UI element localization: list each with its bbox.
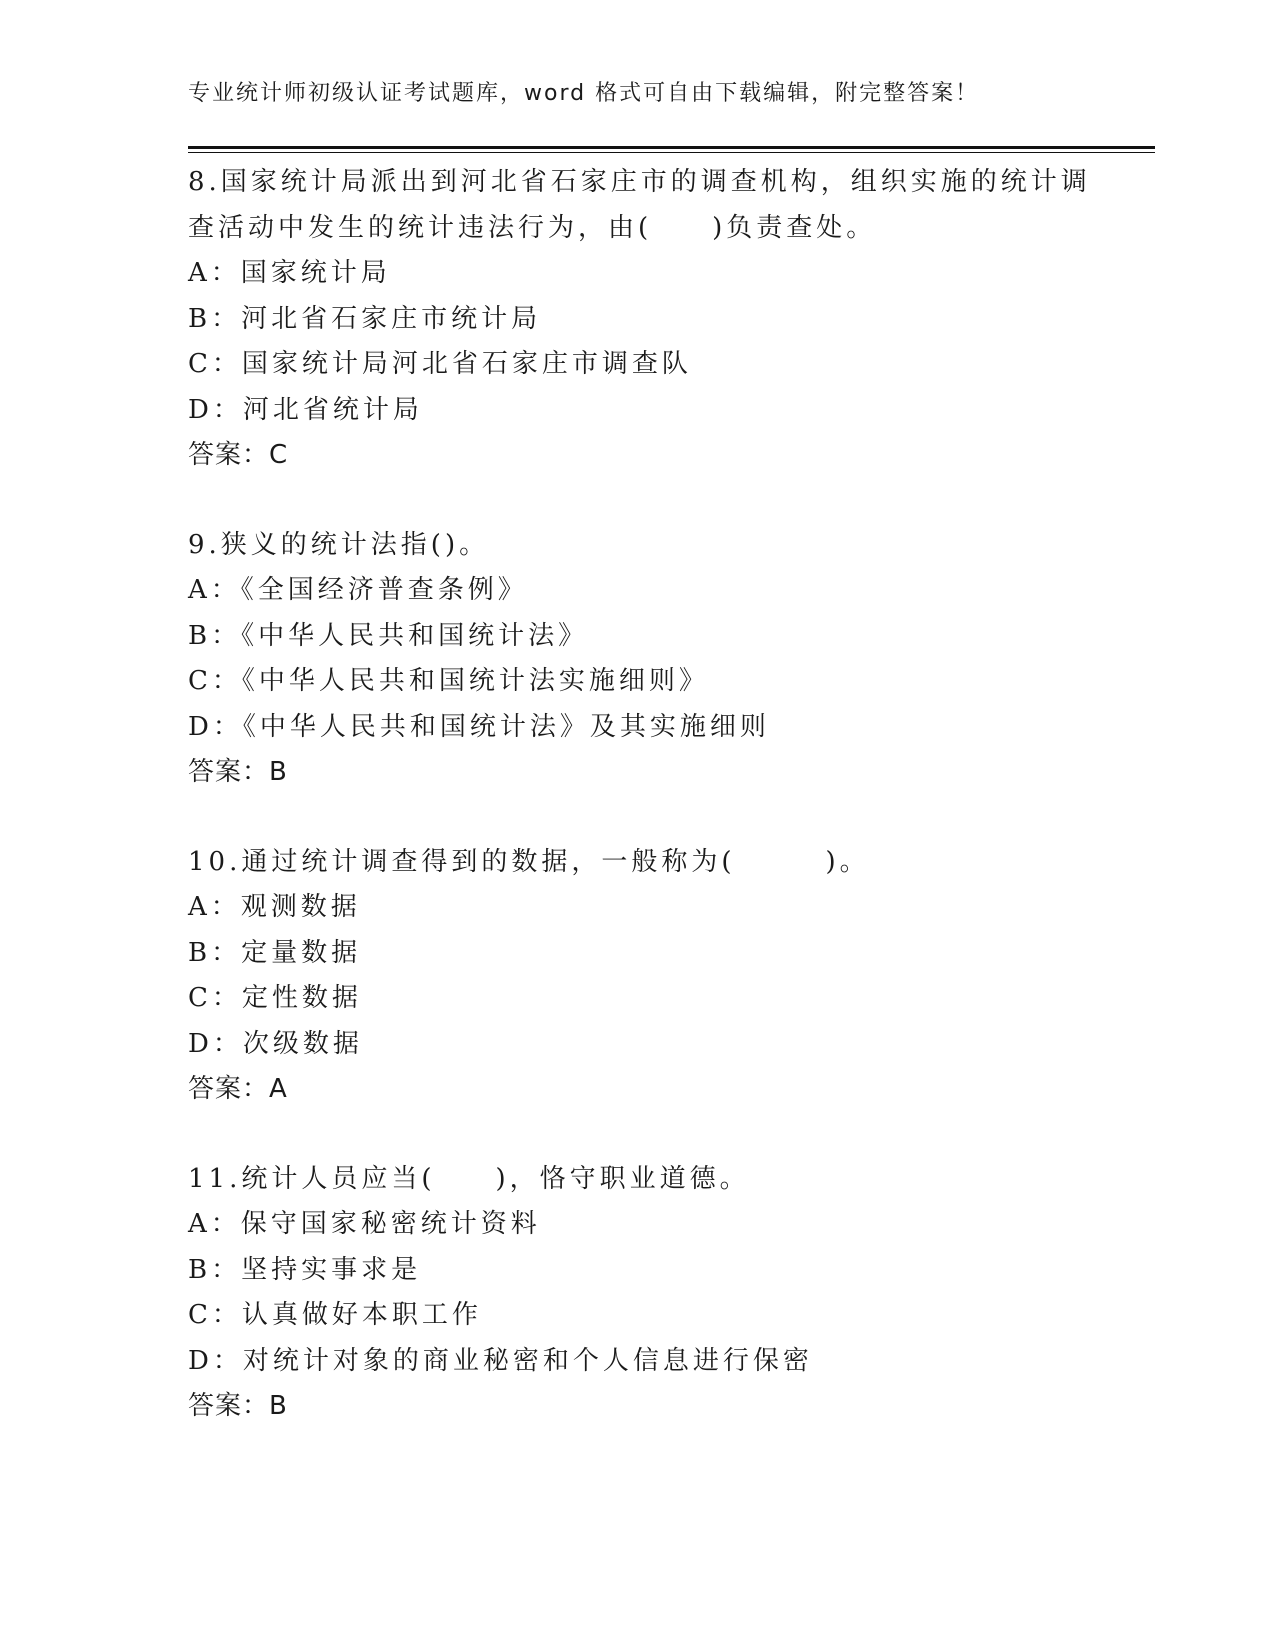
page-header: 专业统计师初级认证考试题库，word 格式可自由下载编辑，附完整答案！ xyxy=(188,81,980,106)
answer-line: 答案：A xyxy=(188,1074,288,1104)
question-stem xyxy=(188,523,1088,569)
option-a: A：保守国家秘密统计资料 xyxy=(188,1209,541,1239)
option-c: C：《中华人民共和国统计法实施细则》 xyxy=(188,666,709,696)
option-a: A：《全国经济普查条例》 xyxy=(188,575,528,605)
question-stem xyxy=(188,160,1091,251)
stem-line: 9.狭义的统计法指()。 xyxy=(188,529,490,560)
answer-line: 答案：B xyxy=(188,757,288,787)
question-stem xyxy=(188,840,1088,886)
option-b: B：河北省石家庄市统计局 xyxy=(188,303,542,334)
option-b: B：坚持实事求是 xyxy=(188,1254,422,1285)
stem-line: 8.国家统计局派出到河北省石家庄市的调查机构，组织实施的统计调 xyxy=(188,167,1091,197)
stem-line: 查活动中发生的统计违法行为，由( )负责查处。 xyxy=(188,212,877,243)
stem-line: 11.统计人员应当( )，恪守职业道德。 xyxy=(188,1163,750,1194)
option-c: C：定性数据 xyxy=(188,983,362,1013)
question-9 xyxy=(188,523,1088,796)
question-10 xyxy=(188,840,1088,1113)
question-stem xyxy=(188,1157,1088,1203)
option-b: B：定量数据 xyxy=(188,937,362,968)
header-rule-thick xyxy=(188,146,1155,149)
option-a: A：国家统计局 xyxy=(188,258,391,288)
option-d: D：次级数据 xyxy=(188,1028,363,1059)
question-8 xyxy=(188,160,1091,479)
option-d: D：河北省统计局 xyxy=(188,394,423,425)
question-list xyxy=(188,160,1091,1474)
option-d: D：对统计对象的商业秘密和个人信息进行保密 xyxy=(188,1345,813,1376)
option-b: B：《中华人民共和国统计法》 xyxy=(188,620,589,651)
header-rule-thin xyxy=(188,152,1155,153)
option-c: C：国家统计局河北省石家庄市调查队 xyxy=(188,349,692,379)
option-a: A：观测数据 xyxy=(188,892,361,922)
answer-line: 答案：B xyxy=(188,1391,288,1421)
option-c: C：认真做好本职工作 xyxy=(188,1300,482,1330)
answer-line: 答案：C xyxy=(188,440,289,470)
question-11 xyxy=(188,1157,1088,1430)
stem-line: 10.通过统计调查得到的数据，一般称为( )。 xyxy=(188,846,870,877)
option-d: D：《中华人民共和国统计法》及其实施细则 xyxy=(188,711,770,742)
